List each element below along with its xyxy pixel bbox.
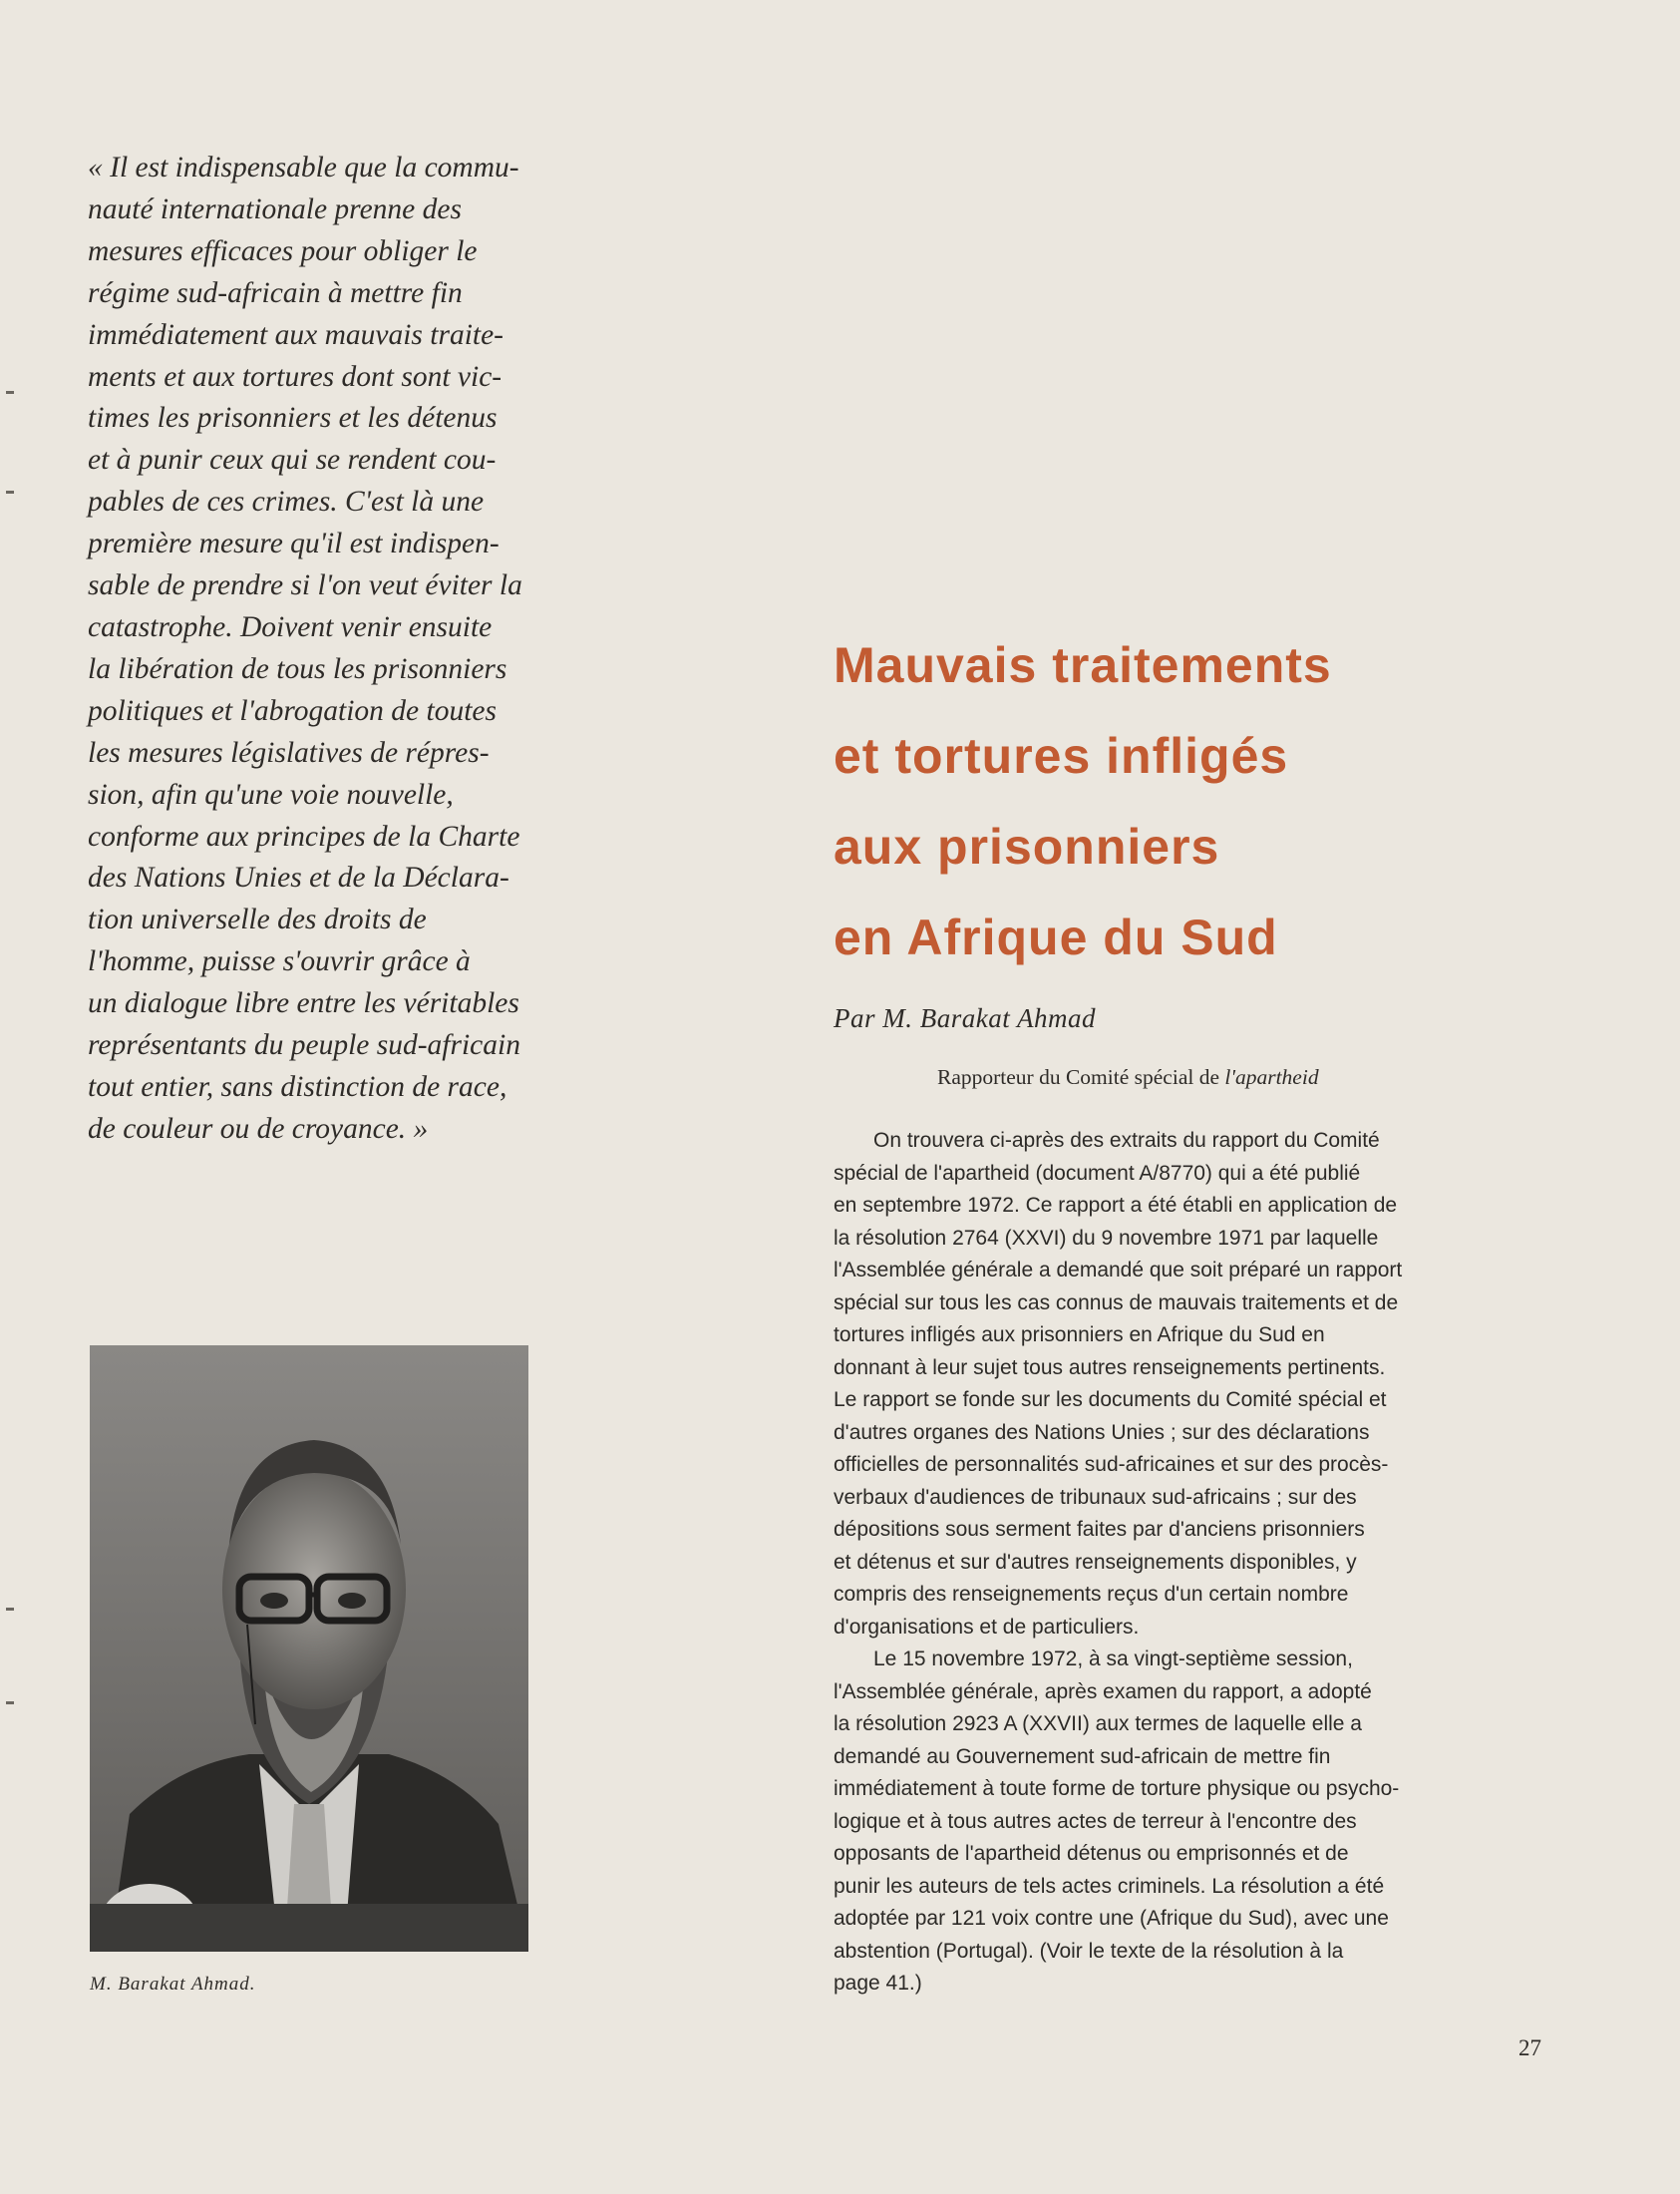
body-line: et détenus et sur d'autres renseignements disponibles, y: [834, 1550, 1357, 1574]
title-line: en Afrique du Sud: [834, 910, 1278, 965]
quote-line: « Il est indispensable que la commu-: [88, 152, 519, 183]
body-line: abstention (Portugal). (Voir le texte de la résolution à la: [834, 1939, 1344, 1963]
quote-line: sion, afin qu'une voie nouvelle,: [88, 778, 454, 811]
body-line: officielles de personnalités sud-africaines et sur des procès-: [834, 1453, 1389, 1476]
body-line: logique et à tous autres actes de terreur à l'encontre des: [834, 1809, 1357, 1833]
quote-line: les mesures législatives de répres-: [88, 736, 490, 769]
body-line: la résolution 2764 (XXVI) du 9 novembre 1971 par laquelle: [834, 1226, 1379, 1250]
body-line: l'Assemblée générale, après examen du rapport, a adopté: [834, 1679, 1372, 1703]
body-line: Le rapport se fonde sur les documents du Comité spécial et: [834, 1388, 1387, 1411]
quote-line: tion universelle des droits de: [88, 904, 427, 936]
margin-mark: [6, 491, 14, 494]
body-line: dépositions sous serment faites par d'anciens prisonniers: [834, 1518, 1365, 1541]
body-line: l'Assemblée générale a demandé que soit préparé un rapport: [834, 1259, 1403, 1281]
body-line: la résolution 2923 A (XXVII) aux termes de laquelle elle a: [834, 1712, 1362, 1735]
quote-line: sable de prendre si l'on veut éviter la: [88, 569, 522, 602]
quote-line: de couleur ou de croyance. »: [88, 1112, 429, 1145]
quote-line: des Nations Unies et de la Déclara-: [88, 862, 509, 895]
portrait-illustration: [90, 1345, 528, 1952]
quote-line: ments et aux tortures dont sont vic-: [88, 360, 503, 393]
page-number: 27: [1518, 2035, 1541, 2060]
quote-line: l'homme, puisse s'ouvrir grâce à: [88, 945, 471, 978]
quote-line: représentants du peuple sud-africain: [88, 1029, 520, 1062]
portrait-photo: [90, 1345, 528, 1952]
title-line: aux prisonniers: [834, 819, 1220, 875]
quote-line: catastrophe. Doivent venir ensuite: [88, 610, 493, 643]
body-line: opposants de l'apartheid détenus ou emprisonnés et de: [834, 1842, 1349, 1865]
role-prefix: Rapporteur du Comité spécial de: [937, 1065, 1225, 1089]
quote-line: première mesure qu'il est indispen-: [88, 528, 500, 560]
body-line: punir les auteurs de tels actes criminels. La résolution a été: [834, 1874, 1385, 1898]
article-title: [834, 620, 1531, 983]
body-line: spécial de l'apartheid (document A/8770) qui a été publié: [834, 1161, 1361, 1185]
quote-line: times les prisonniers et les détenus: [88, 402, 498, 435]
title-line: et tortures infligés: [834, 728, 1289, 784]
margin-mark: [6, 1701, 14, 1704]
quote-line: conforme aux principes de la Charte: [88, 820, 520, 853]
quote-line: pables de ces crimes. C'est là une: [88, 486, 485, 519]
role-emphasis: l'apartheid: [1224, 1065, 1319, 1089]
body-line: tortures infligés aux prisonniers en Afrique du Sud en: [834, 1323, 1325, 1346]
author-role: [937, 1065, 1319, 1090]
quote-line: politiques et l'abrogation de toutes: [88, 694, 497, 727]
photo-caption: M. Barakat Ahmad.: [90, 1974, 256, 1995]
body-line: immédiatement à toute forme de torture physique ou psycho-: [834, 1777, 1400, 1800]
body-line: On trouvera ci-après des extraits du rapport du Comité: [873, 1129, 1380, 1152]
body-line: compris des renseignements reçus d'un certain nombre: [834, 1583, 1349, 1606]
body-line: demandé au Gouvernement sud-africain de mettre fin: [834, 1744, 1331, 1768]
body-line: spécial sur tous les cas connus de mauvais traitements et de: [834, 1290, 1399, 1314]
body-line: donnant à leur sujet tous autres renseignements pertinents.: [834, 1355, 1386, 1379]
margin-mark: [6, 1608, 14, 1611]
body-line: en septembre 1972. Ce rapport a été établi en application de: [834, 1194, 1398, 1217]
quote-line: régime sud-africain à mettre fin: [88, 276, 463, 309]
article-body: [834, 1125, 1531, 2001]
body-line: adoptée par 121 voix contre une (Afrique du Sud), avec une: [834, 1907, 1389, 1930]
body-line: page 41.): [834, 1972, 922, 1995]
quote-line: la libération de tous les prisonniers: [88, 652, 507, 685]
title-line: Mauvais traitements: [834, 637, 1332, 693]
body-line: d'autres organes des Nations Unies ; sur des déclarations: [834, 1420, 1370, 1444]
quote-line: mesures efficaces pour obliger le: [88, 234, 478, 267]
quote-line: immédiatement aux mauvais traite-: [88, 318, 504, 351]
pull-quote: [88, 148, 566, 1151]
author-byline: Par M. Barakat Ahmad: [834, 1003, 1096, 1033]
quote-line: un dialogue libre entre les véritables: [88, 987, 519, 1020]
quote-line: tout entier, sans distinction de race,: [88, 1070, 507, 1103]
body-line: verbaux d'audiences de tribunaux sud-africains ; sur des: [834, 1485, 1357, 1509]
body-line: d'organisations et de particuliers.: [834, 1615, 1140, 1639]
quote-line: nauté internationale prenne des: [88, 192, 462, 225]
body-line: Le 15 novembre 1972, à sa vingt-septième session,: [873, 1647, 1353, 1670]
quote-line: et à punir ceux qui se rendent cou-: [88, 444, 497, 477]
margin-mark: [6, 391, 14, 394]
